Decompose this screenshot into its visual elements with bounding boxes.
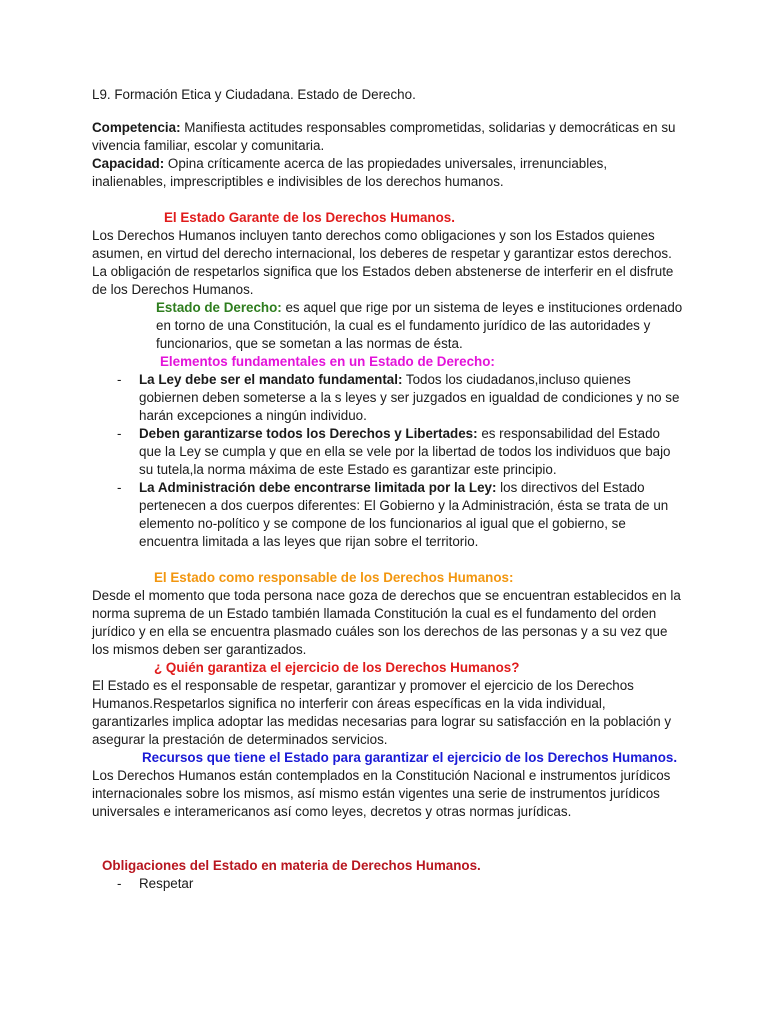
list-item-text: Respetar	[139, 876, 194, 891]
spacer	[92, 551, 684, 569]
list-item	[92, 371, 684, 425]
list-item	[92, 875, 684, 893]
section-body-quien-garantiza: El Estado es el responsable de respetar, garantizar y promover el ejercicio de los Derechos Humanos.Respetarlos significa no interferir con áreas específicas en la vida individual, garantizarles implica adoptar las medidas necesarias para lograr su satisfacción en la población y asegurar la prestación de determinados servicios.	[92, 678, 672, 747]
estado-de-derecho-text: es aquel que rige por un sistema de leyes e instituciones ordenado en torno de una Constitución, la cual es el fundamento jurídico de las autoridades y funcionarios, que se sometan a las normas de ésta.	[156, 300, 683, 351]
section-heading-estado-garante: El Estado Garante de los Derechos Humanos.	[164, 210, 455, 225]
spacer	[92, 821, 684, 839]
estado-de-derecho-paragraph	[92, 299, 684, 353]
section-heading-quien-garantiza: ¿ Quién garantiza el ejercicio de los Derechos Humanos?	[154, 660, 520, 675]
capacidad-text: Opina críticamente acerca de las propiedades universales, irrenunciables, inalienables, imprescriptibles e indivisibles de los derechos humanos.	[92, 156, 608, 189]
competencia-paragraph	[92, 119, 684, 155]
list-item-label: La Ley debe ser el mandato fundamental:	[139, 372, 403, 387]
obligaciones-list	[92, 875, 684, 893]
list-item-text: Todos los ciudadanos,incluso quienes gobiernen deben someterse a la s leyes y ser juzgados en igualdad de condiciones y no se harán excepciones a ningún individuo.	[139, 372, 680, 423]
list-item	[92, 479, 684, 551]
elementos-list	[92, 371, 684, 551]
document-body	[92, 86, 684, 893]
section-heading-recursos: Recursos que tiene el Estado para garantizar el ejercicio de los Derechos Humanos.	[142, 750, 678, 765]
list-item-text: es responsabilidad del Estado que la Ley se cumpla y que en ella se vele por la libertad de todos los individuos que bajo su tutela,la norma máxima de este Estado es garantizar este principio.	[139, 426, 671, 477]
list-item-text: los directivos del Estado pertenecen a dos cuerpos diferentes: El Gobierno y la Administración, ésta se trata de un elemento no-político y se compone de los funcionarios al igual que el gobierno, se encuentra limitada a las leyes que rijan sobre el territorio.	[139, 480, 669, 549]
section-body-estado-responsable: Desde el momento que toda persona nace goza de derechos que se encuentran establecidos en la norma suprema de un Estado también llamada Constitución la cual es el fundamento del orden jurídico y en ella se encuentra plasmado cuáles son los derechos de las personas y a su vez que los mismos deben ser garantizados.	[92, 588, 681, 657]
section-body-recursos: Los Derechos Humanos están contemplados en la Constitución Nacional e instrumentos jurídicos internacionales sobre los mismos, así mismo están vigentes una serie de instrumentos jurídicos universales e interamericanos así como leyes, decretos y otras normas jurídicas.	[92, 768, 671, 819]
section-body-estado-garante: Los Derechos Humanos incluyen tanto derechos como obligaciones y son los Estados quienes asumen, en virtud del derecho internacional, los deberes de respetar y garantizar estos derechos. La obligación de respetarlos significa que los Estados deben abstenerse de interferir en el disfrute de los Derechos Humanos.	[92, 228, 674, 297]
section-heading-obligaciones: Obligaciones del Estado en materia de Derechos Humanos.	[102, 858, 481, 873]
list-item	[92, 425, 684, 479]
spacer	[92, 191, 684, 209]
section-heading-elementos: Elementos fundamentales en un Estado de Derecho:	[160, 354, 495, 369]
dash-bullet: -	[117, 480, 122, 495]
list-item-label: Deben garantizarse todos los Derechos y Libertades:	[139, 426, 478, 441]
estado-de-derecho-label: Estado de Derecho:	[156, 300, 282, 315]
capacidad-paragraph	[92, 155, 684, 191]
section-heading-estado-responsable: El Estado como responsable de los Derechos Humanos:	[154, 570, 514, 585]
spacer	[92, 839, 684, 857]
document-title: L9. Formación Etica y Ciudadana. Estado de Derecho.	[92, 87, 416, 102]
competencia-label: Competencia:	[92, 120, 181, 135]
dash-bullet: -	[117, 372, 122, 387]
competencia-text: Manifiesta actitudes responsables comprometidas, solidarias y democráticas en su vivencia familiar, escolar y comunitaria.	[92, 120, 676, 153]
capacidad-label: Capacidad:	[92, 156, 165, 171]
dash-bullet: -	[117, 876, 122, 891]
dash-bullet: -	[117, 426, 122, 441]
list-item-label: La Administración debe encontrarse limitada por la Ley:	[139, 480, 497, 495]
